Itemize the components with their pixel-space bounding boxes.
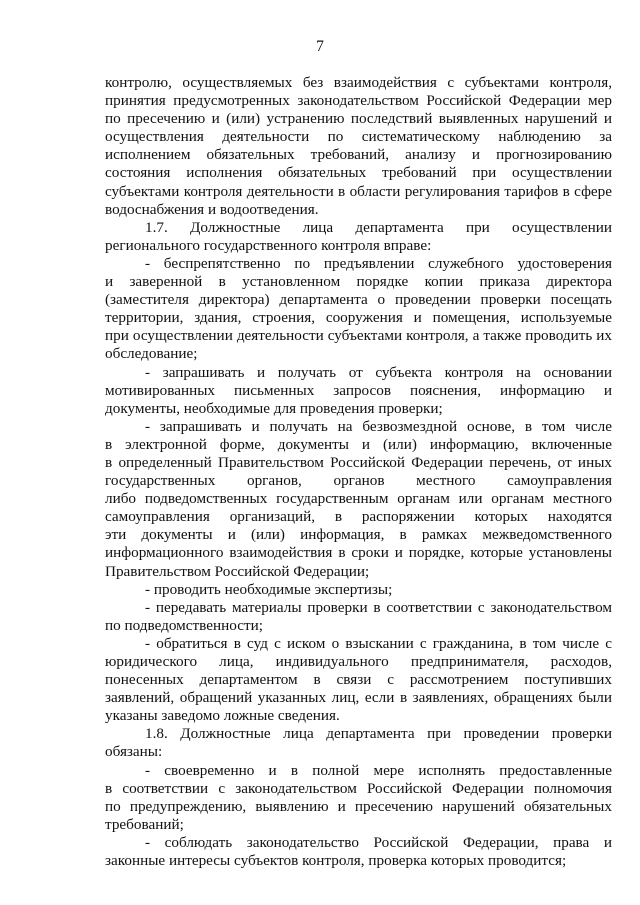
text-line: контролю, осуществляемых без взаимодействия с субъектами контроля, (105, 74, 612, 91)
text-line: 1.8. Должностные лица департамента при проведении проверки (145, 725, 612, 743)
text-line: требований; (105, 815, 184, 833)
text-line: - соблюдать законодательство Российской Федерации, права и (145, 833, 612, 851)
text-line: в соответствии с законодательством Российской Федерации полномочия (105, 779, 612, 797)
text-line: при осуществлении деятельности субъектами контроля, а также проводить их (105, 327, 612, 345)
text-line: - беспрепятственно по предъявлении служебного удостоверения (145, 254, 612, 272)
text-line: понесенных департаментом в связи с рассмотрением поступивших (105, 671, 612, 689)
text-line: принятия предусмотренных законодательством Российской Федерации мер (105, 92, 612, 110)
text-line: государственных органов, органов местного самоуправления (105, 472, 612, 490)
text-line: обследование; (105, 345, 198, 363)
text-line: по пресечению и (или) устранению последствий выявленных нарушений и (105, 110, 612, 128)
text-line: заявлений, обращений указанных лиц, если в заявлениях, обращениях были (105, 689, 612, 707)
text-line: информационного взаимодействия в сроки и порядке, которые установлены (105, 544, 612, 562)
text-line: регионального государственного контроля вправе: (105, 236, 432, 254)
text-line: в электронной форме, документы и (или) информацию, включенные (105, 435, 612, 453)
text-line: юридического лица, индивидуального предпринимателя, расходов, (105, 653, 612, 670)
text-line: мотивированных письменных запросов пояснения, информацию и (105, 381, 612, 399)
text-line: и заверенной в установленном порядке копии приказа директора (105, 273, 612, 291)
text-line: исполнением обязательных требований, анализу и прогнозированию (105, 146, 612, 164)
text-line: - передавать материалы проверки в соответствии с законодательством (145, 598, 612, 616)
text-line: (заместителя директора) департамента о проведении проверки посещать (105, 291, 612, 309)
text-line: - своевременно и в полной мере исполнять предоставленные (145, 761, 612, 779)
text-line: в определенный Правительством Российской Федерации перечень, от иных (105, 453, 612, 471)
page-number: 7 (316, 38, 324, 55)
text-line: - запрашивать и получать на безвозмездной основе, в том числе (145, 417, 612, 435)
document-body (105, 74, 612, 870)
text-line: 1.7. Должностные лица департамента при осуществлении (145, 218, 612, 236)
text-line: документы, необходимые для проведения проверки; (105, 399, 443, 417)
text-line: указаны заведомо ложные сведения. (105, 707, 340, 725)
text-line: - обратиться в суд с иском о взыскании с гражданина, в том числе с (145, 634, 612, 652)
text-line: водоснабжения и водоотведения. (105, 200, 319, 218)
text-line: самоуправления организаций, в распоряжении которых находятся (105, 508, 612, 526)
text-line: либо подведомственных государственным органам или органам местного (105, 490, 612, 508)
text-line: эти документы и (или) информация, в рамках межведомственного (105, 526, 612, 544)
text-line: - проводить необходимые экспертизы; (145, 580, 393, 598)
text-line: субъектами контроля деятельности в области регулирования тарифов в сфере (105, 182, 612, 200)
text-line: по подведомственности; (105, 616, 263, 634)
text-line: по предупреждению, выявлению и пресечению нарушений обязательных (105, 797, 612, 815)
text-line: законные интересы субъектов контроля, проверка которых проводится; (105, 852, 567, 870)
text-line: осуществления деятельности по систематическому наблюдению за (105, 128, 612, 146)
text-line: обязаны: (105, 743, 163, 761)
text-line: состояния исполнения обязательных требований при осуществлении (105, 164, 612, 182)
text-line: территории, здания, строения, сооружения и помещения, используемые (105, 309, 612, 327)
text-line: - запрашивать и получать от субъекта контроля на основании (145, 363, 612, 381)
text-line: Правительством Российской Федерации; (105, 562, 370, 580)
